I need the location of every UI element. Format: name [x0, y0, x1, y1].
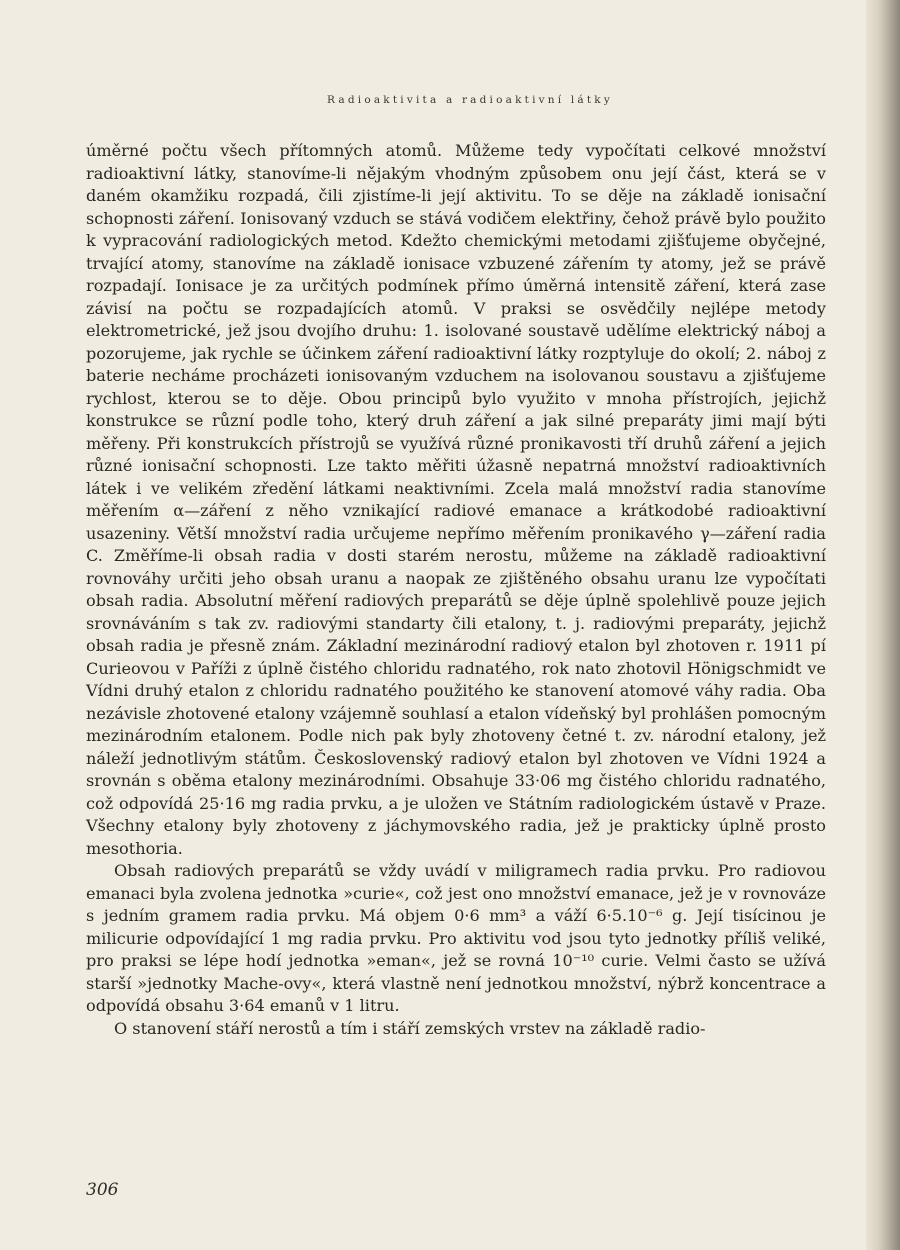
paragraph: O stanovení stáří nerostů a tím i stáří zemských vrstev na základě radio- [114, 1018, 706, 1038]
page-edge-shadow [866, 0, 900, 1250]
body-text [86, 140, 826, 1040]
page-number: 306 [86, 1180, 119, 1200]
paragraph: úměrné počtu všech přítomných atomů. Můžeme tedy vypočítati celkové množství radioaktivní látky, stanovíme-li nějakým vhodným způsobem onu její část, která se v daném okamžiku rozpadá, čili zjistíme-li její aktivitu. To se děje na základě ionisační schopnosti záření. Ionisovaný vzduch se stává vodičem elektřiny, čehož právě bylo použito k vypracování radiologických metod. Kdežto chemickými metodami zjišťujeme obyčejné, trvající atomy, stanovíme na základě ionisace vzbuzené zářením ty atomy, jež se právě rozpadají. Ionisace je za určitých podmínek přímo úměrná intensitě záření, která zase závisí na počtu se rozpadajících atomů. V praksi se osvědčily nejlépe metody elektrometrické, jež jsou dvojího druhu: 1. isolované soustavě udělíme elektrický náboj a pozorujeme, jak rychle se účinkem záření radioaktivní látky rozptyluje do okolí; 2. náboj z baterie necháme procházeti ionisovaným vzduchem na isolovanou soustavu a zjišťujeme rychlost, kterou se to děje. Obou principů bylo využito v mnoha přístrojích, jejichž konstrukce se různí podle toho, který druh záření a jak silné preparáty jimi mají býti měřeny. Při konstrukcích přístrojů se využívá různé pronikavosti tří druhů záření a jejich různé ionisační schopnosti. Lze takto měřiti úžasně nepatrná množství radioaktivních látek i ve velikém zředění látkami neaktivními. Zcela malá množství radia stanovíme měřením α—záření z něho vznikající radiové emanace a krátkodobé radioaktivní usazeniny. Větší množství radia určujeme nepřímo měřením pronikavého γ—záření radia C. Změříme-li obsah radia v dosti starém nerostu, můžeme na základě radioaktivní rovnováhy určiti jeho obsah uranu a naopak ze zjištěného obsahu uranu lze vypočítati obsah radia. Absolutní měření radiových preparátů se děje úplně spolehlivě pouze jejich srovnáváním s tak zv. radiovými standarty čili etalony, t. j. radiovými preparáty, jejichž obsah radia je přesně znám. Základní mezinárodní radiový etalon byl zhotoven r. 1911 pí Curieovou v Paříži z úplně čistého chloridu radnatého, rok nato zhotovil Hönigschmidt ve Vídni druhý etalon z chloridu radnatého použitého ke stanovení atomové váhy radia. Oba nezávisle zhotovené etalony vzájemně souhlasí a etalon vídeňský byl prohlášen pomocným mezinárodním etalonem. Podle nich pak byly zhotoveny četné t. zv. národní etalony, jež náleží jednotlivým státům. Československý radiový etalon byl zhotoven ve Vídni 1924 a srovnán s oběma etalony mezinárodními. Obsahuje 33·06 mg čistého chloridu radnatého, což odpovídá 25·16 mg radia prvku, a je uložen ve Státním radiologickém ústavě v Praze. Všechny etalony byly zhotoveny z jáchymovského radia, jež je prakticky úplně prosto mesothoria. [86, 141, 826, 858]
paragraph: Obsah radiových preparátů se vždy uvádí v miligramech radia prvku. Pro radiovou emanaci byla zvolena jednotka »curie«, což jest ono množství emanace, jež je v rovnováze s jedním gramem radia prvku. Má objem 0·6 mm³ a váží 6·5.10⁻⁶ g. Její tisícinou je milicurie odpovídající 1 mg radia prvku. Pro aktivitu vod jsou tyto jednotky příliš veliké, pro praksi se lépe hodí jednotka »eman«, jež se rovná 10⁻¹⁰ curie. Velmi často se užívá starší »jednotky Mache-ovy«, která vlastně není jednotkou množství, nýbrž koncentrace a odpovídá obsahu 3·64 emanů v 1 litru. [86, 861, 826, 1015]
running-head: Radioaktivita a radioaktivní látky [327, 94, 613, 106]
